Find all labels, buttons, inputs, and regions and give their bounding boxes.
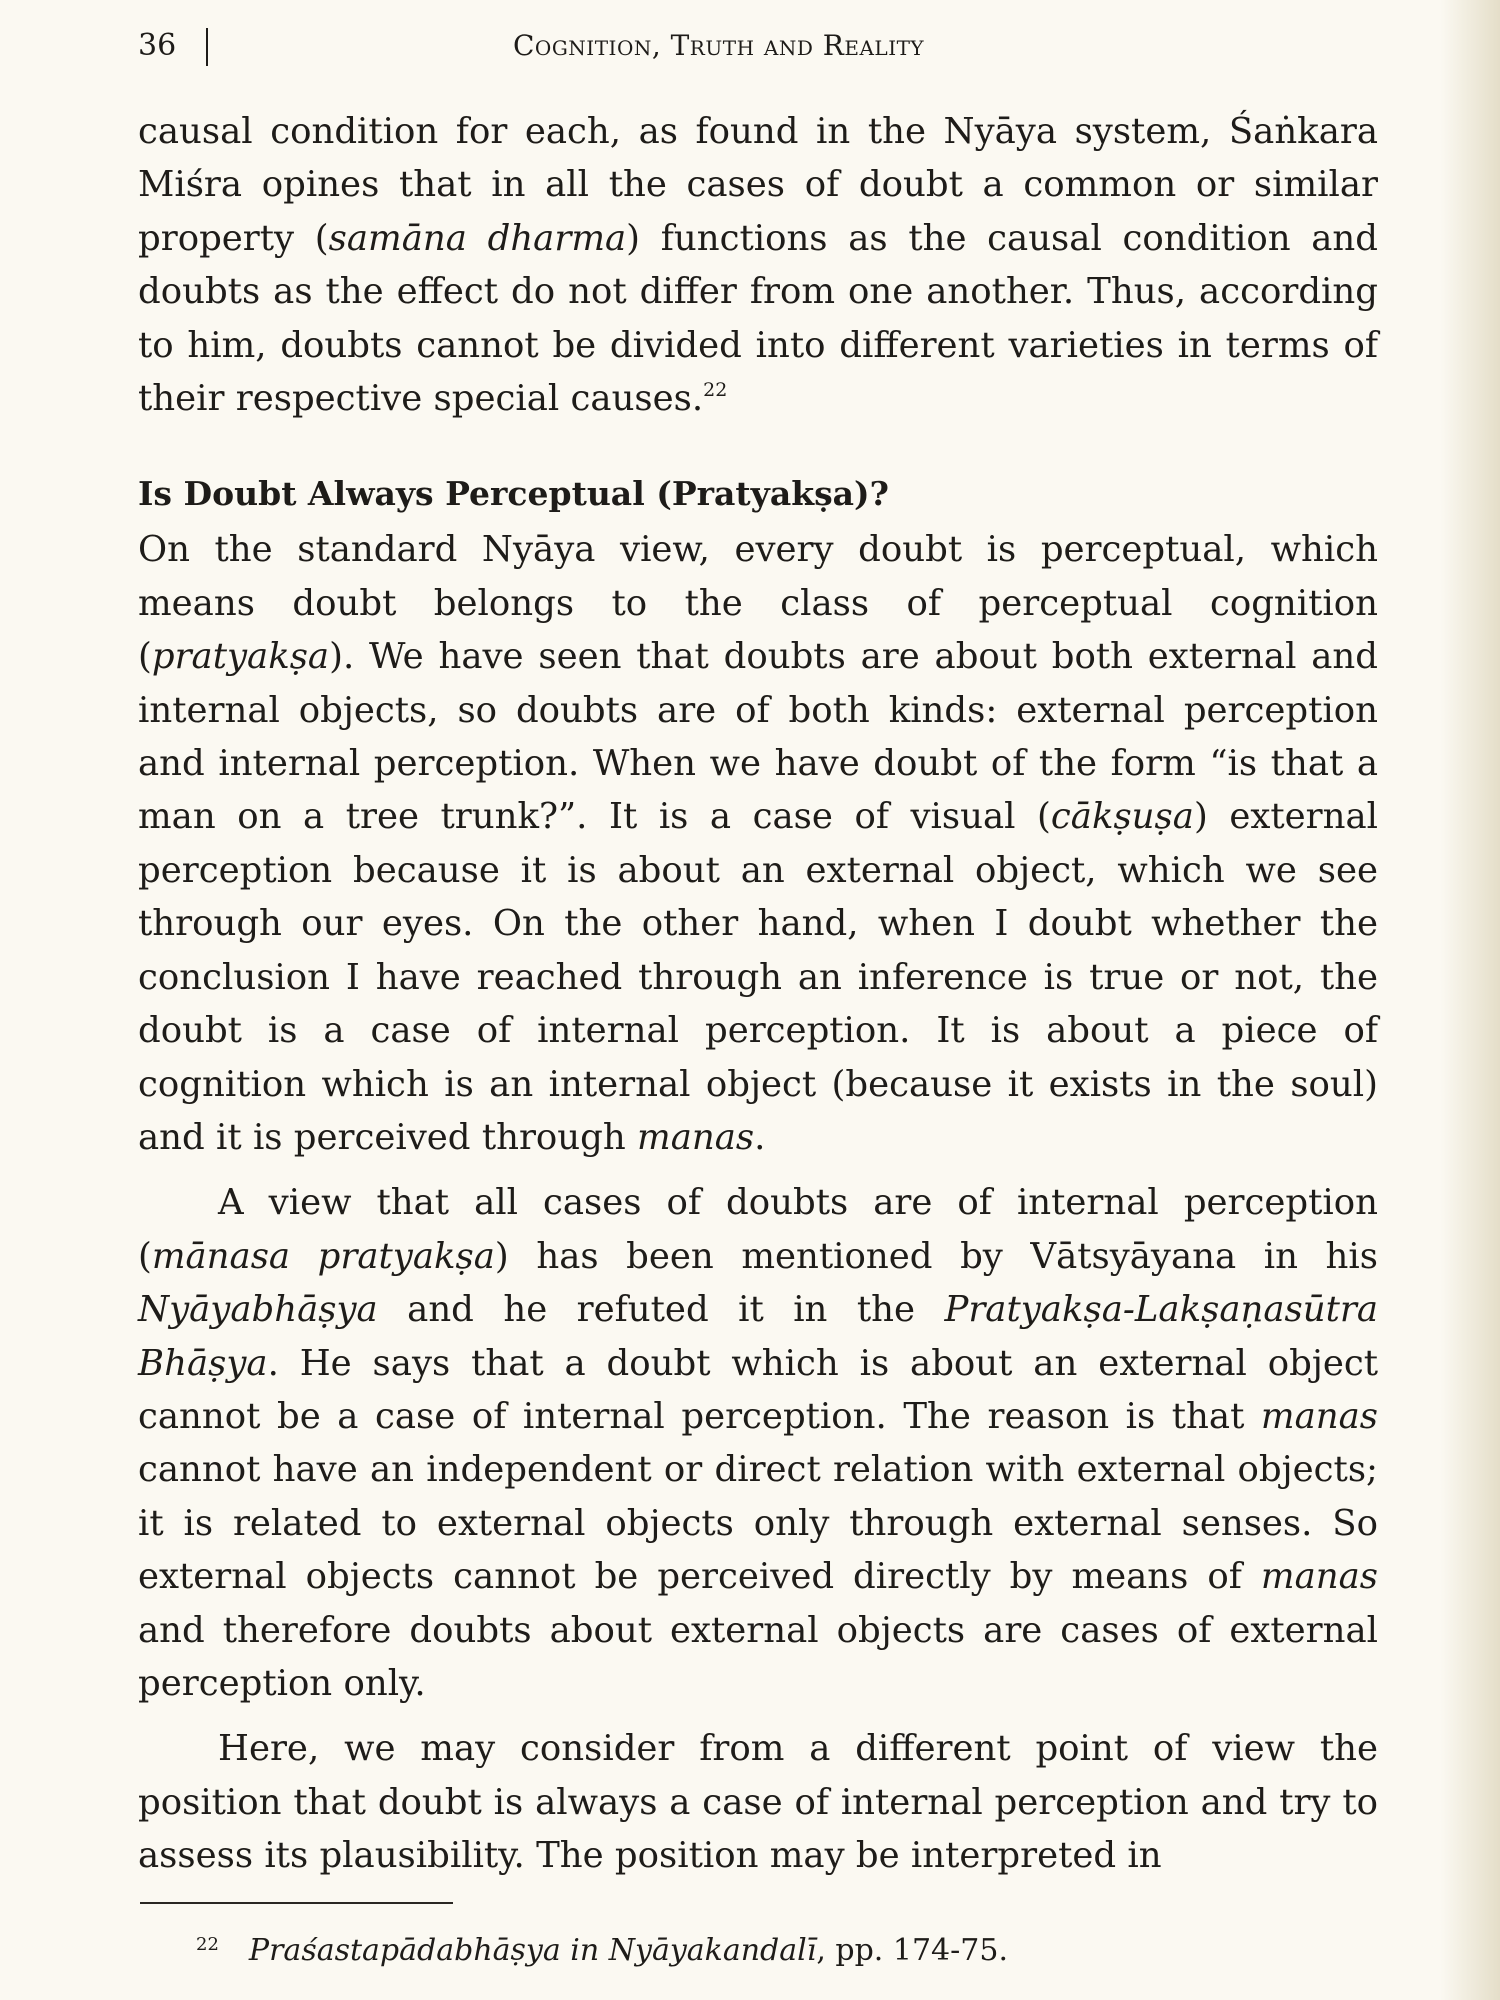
- footnote-title: Praśastapādabhāṣya in Nyāyakandalī: [248, 1933, 817, 1968]
- body-text: [138, 105, 1378, 1883]
- term-caksusa: cākṣuṣa: [1050, 796, 1194, 838]
- paragraph-3: A view that all cases of doubts are of internal perception (mānasa pratyakṣa) has been mentioned by Vātsyāyana in his Nyāyabhāṣya and he refuted it in the Pratyakṣa-Lakṣaṇasūtra Bhāṣya. He says that a doubt which is about an external object cannot be a case of internal perception. The reason is that manas cannot have an independent or direct relation with external objects; it is related to external objects only through external senses. So external objects cannot be perceived directly by means of manas and therefore doubts about external objects are cases of external perception only.: [138, 1182, 1378, 1704]
- term-manas: manas: [637, 1116, 755, 1158]
- footnote-number: 22: [196, 1934, 219, 1955]
- footnote: [196, 1925, 1008, 1971]
- term-manas: manas: [1260, 1556, 1378, 1598]
- term-manasa-pratyaksa: mānasa pratyakṣa: [151, 1235, 495, 1277]
- footnote-divider: [140, 1902, 453, 1904]
- page-header: [138, 24, 1378, 68]
- page-number: 36: [138, 28, 177, 63]
- paragraph-2: On the standard Nyāya view, every doubt is perceptual, which means doubt belongs to the class of perceptual cognition (pratyakṣa). We have seen that doubts are about both external and internal objects, so doubts are of both kinds: external perception and internal perception. When we have doubt of the form “is that a man on a tree trunk?”. It is a case of visual (cākṣuṣa) external perception because it is about an external object, which we see through our eyes. On the other hand, when I doubt whether the conclusion I have reached through an inference is true or not, the doubt is a case of internal perception. It is about a piece of cognition which is an internal object (because it exists in the soul) and it is perceived through manas.: [138, 529, 1378, 1158]
- running-head: Cognition, Truth and Reality: [513, 29, 925, 62]
- page-edge-shadow: [1440, 0, 1500, 2000]
- term-pratyaksa-laksanasutra-bhasya: Pratyakṣa-Lakṣaṇasūtra Bhāṣya: [138, 1289, 1378, 1384]
- paragraph-4: Here, we may consider from a different point of view the position that doubt is always a case of internal perception and try to assess its plausibility. The position may be interpreted in: [138, 1728, 1378, 1877]
- term-samana-dharma: samāna dharma: [328, 217, 627, 259]
- section-heading: Is Doubt Always Perceptual (Pratyakṣa)?: [138, 474, 889, 514]
- footnote-pages: , pp. 174-75.: [816, 1933, 1008, 1968]
- term-nyayabhasya: Nyāyabhāṣya: [138, 1289, 378, 1331]
- term-manas: manas: [1260, 1395, 1378, 1437]
- header-divider: [206, 28, 208, 66]
- footnote-ref-22[interactable]: 22: [703, 379, 728, 402]
- term-pratyaksa: pratyakṣa: [151, 636, 330, 678]
- paragraph-1: causal condition for each, as found in the Nyāya system, Śaṅkara Miśra opines that in all the cases of doubt a common or similar property (samāna dharma) functions as the causal condition and doubts as the effect do not differ from one another. Thus, according to him, doubts cannot be divided into different varieties in terms of their respective special causes.$^{22}$: [138, 111, 1379, 420]
